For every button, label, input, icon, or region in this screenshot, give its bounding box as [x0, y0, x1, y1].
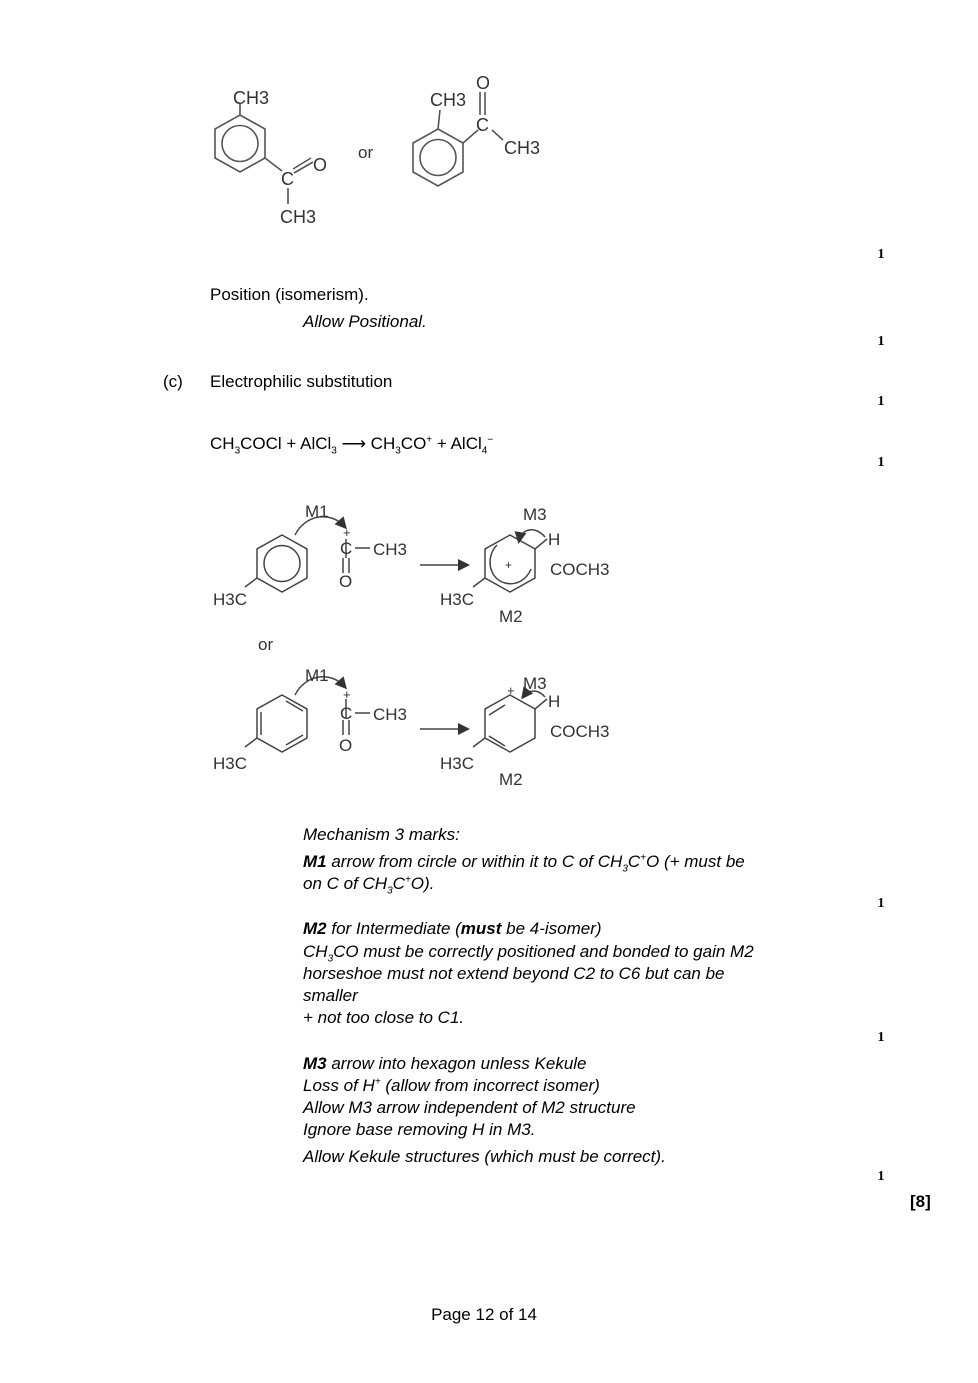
m2-label: M2	[499, 607, 523, 626]
label-h: H	[548, 692, 561, 711]
note-m2-line4: smaller	[303, 986, 358, 1005]
note-m2-line5: + not too close to C1.	[303, 1008, 465, 1027]
mark: 1	[877, 1169, 885, 1184]
plus-charge: +	[507, 683, 515, 698]
notes-title: Mechanism 3 marks:	[303, 825, 460, 844]
plus-charge: +	[343, 687, 351, 702]
or-label: or	[358, 143, 374, 162]
page-number: Page 12 of 14	[431, 1305, 537, 1324]
label-o: O	[339, 572, 353, 591]
label-c: C	[340, 539, 353, 558]
mark: 1	[877, 394, 885, 409]
label-h: H	[548, 530, 561, 549]
note-m3-line3: Allow M3 arrow independent of M2 structure	[303, 1098, 636, 1117]
part-label: (c)	[163, 372, 183, 391]
label-ch3: CH3	[233, 88, 270, 108]
note-m3-line5: Allow Kekule structures (which must be correct).	[303, 1147, 666, 1166]
note-m3-line2: Loss of H+ (allow from incorrect isomer)	[303, 1076, 600, 1095]
mark: 1	[877, 455, 885, 470]
label-h3c: H3C	[213, 754, 248, 773]
isomer-structures	[200, 70, 560, 235]
m1-label: M1	[305, 666, 329, 685]
note-m1-line2: on C of $CH_3C^+O$).	[303, 874, 435, 897]
plus-charge: +	[343, 525, 351, 540]
note-m3: M3 arrow into hexagon unless Kekule	[303, 1054, 587, 1073]
label-h3c: H3C	[213, 590, 248, 609]
label-ch3: CH3	[430, 90, 467, 110]
label-coch3: COCH3	[550, 560, 610, 579]
kekule-ring	[257, 695, 307, 752]
mechanism-diagram	[205, 495, 625, 795]
label-ch3: CH3	[373, 705, 408, 724]
label-c: C	[340, 704, 353, 723]
mark: 1	[877, 896, 885, 911]
label-h3c: H3C	[440, 590, 475, 609]
plus-charge: +	[505, 558, 513, 572]
label-o: O	[313, 155, 328, 175]
mark: 1	[877, 1030, 885, 1045]
label-c: C	[281, 169, 294, 189]
label-ch3: CH3	[504, 138, 541, 158]
label-c: C	[476, 115, 489, 135]
or-label: or	[258, 635, 274, 654]
mark: 1	[877, 334, 885, 349]
total-marks: [8]	[910, 1192, 931, 1211]
position-answer: Position (isomerism).	[210, 285, 369, 304]
position-note: Allow Positional.	[303, 312, 427, 331]
note-m2-line3: horseshoe must not extend beyond C2 to C6 but can be	[303, 964, 725, 983]
note-m2: M2 for Intermediate (must be 4-isomer)	[303, 919, 602, 938]
label-o: O	[339, 736, 353, 755]
mark: 1	[877, 247, 885, 262]
label-o: O	[476, 73, 491, 93]
label-ch3: CH3	[280, 207, 317, 227]
intermediate-ring	[485, 695, 535, 752]
note-m2-line2: $CH_3CO$ must be correctly positioned and bonded to gain M2	[303, 942, 754, 965]
equation: $CH_3COCl$ + AlCl$_3$ ⟶ $CH_3CO^+$ + AlCl$_4$−	[210, 434, 494, 457]
m3-label: M3	[523, 505, 547, 524]
curly-arrow-m3	[519, 530, 545, 541]
note-m3-line4: Ignore base removing H in M3.	[303, 1120, 536, 1139]
label-coch3: COCH3	[550, 722, 610, 741]
m2-label: M2	[499, 770, 523, 789]
note-m1: M1 arrow from circle or within it to C of $CH_3C^+O$ (+ must be	[303, 852, 745, 875]
m3-label: M3	[523, 674, 547, 693]
m1-label: M1	[305, 502, 329, 521]
part-c-answer: Electrophilic substitution	[210, 372, 393, 391]
label-ch3: CH3	[373, 540, 408, 559]
label-h3c: H3C	[440, 754, 475, 773]
